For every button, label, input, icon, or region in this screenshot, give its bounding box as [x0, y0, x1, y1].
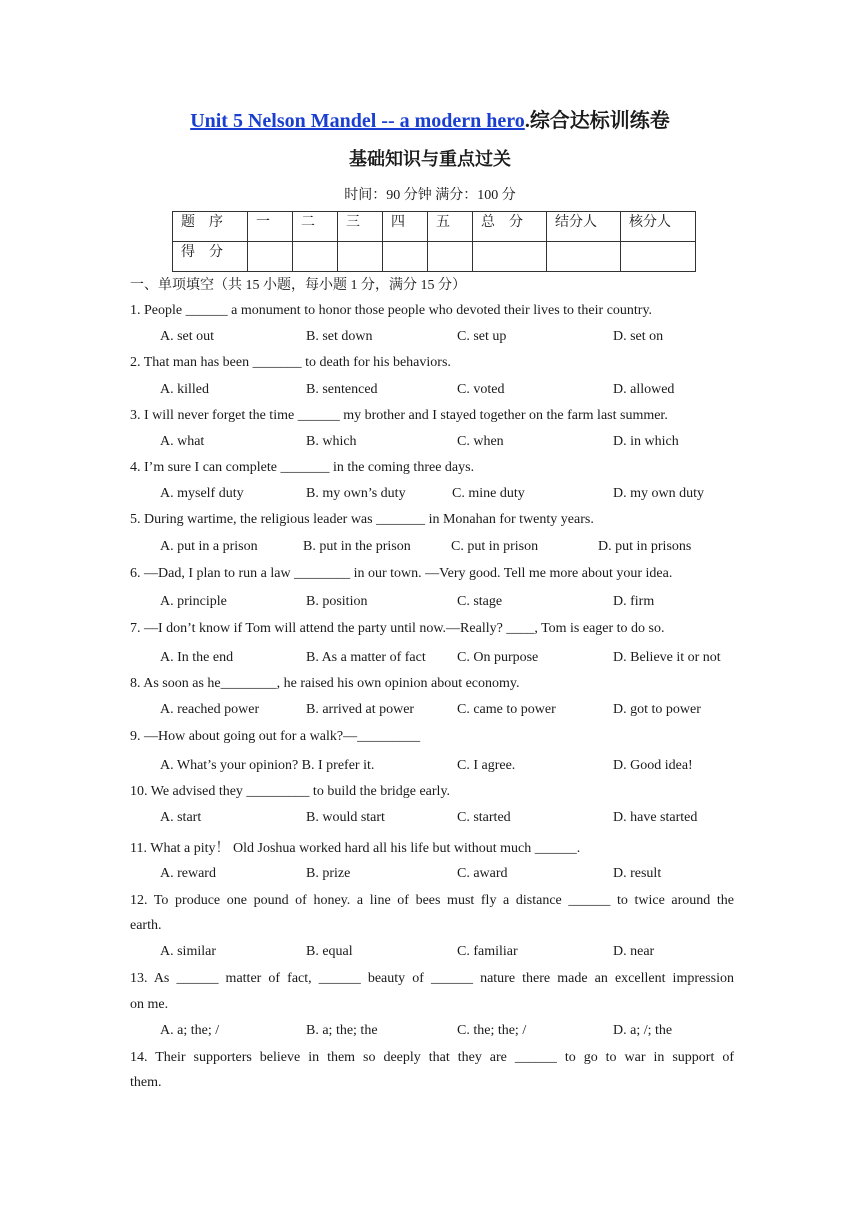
answer-option: C. mine duty [452, 486, 525, 501]
answer-option: D. firm [613, 594, 655, 609]
score-cell: 三 [338, 212, 383, 242]
score-cell [428, 242, 473, 272]
answer-option: C. familiar [457, 944, 518, 959]
score-cell [621, 242, 696, 272]
answer-option: C. came to power [457, 702, 556, 717]
score-cell [338, 242, 383, 272]
answer-option: D. Good idea! [613, 758, 693, 773]
answer-option: C. award [457, 866, 508, 881]
answer-option: A. set out [160, 329, 215, 344]
score-cell [473, 242, 547, 272]
answer-option: B. which [306, 434, 357, 449]
answer-option: D. near [613, 944, 655, 959]
answer-option: B. put in the prison [303, 539, 411, 554]
question-stem: 12. To produce one pound of honey. a line of bees must fly a distance ______ to twice around the [130, 893, 734, 908]
question-stem-continued: them. [130, 1075, 162, 1090]
answer-option: C. I agree. [457, 758, 516, 773]
answer-option: D. allowed [613, 382, 675, 397]
question-stem: 1. People ______ a monument to honor those people who devoted their lives to their country. [130, 303, 653, 318]
answer-option: A. similar [160, 944, 216, 959]
question-stem: 9. —How about going out for a walk?—_________ [130, 729, 421, 744]
question-stem: 7. —I don’t know if Tom will attend the party until now.—Really? ____, Tom is eager to do so. [130, 621, 665, 636]
score-table-value-row [173, 242, 696, 272]
question-stem: 6. —Dad, I plan to run a law ________ in our town. —Very good. Tell me more about your idea. [130, 566, 673, 581]
question-stem: 8. As soon as he________, he raised his own opinion about economy. [130, 676, 520, 691]
answer-option: C. set up [457, 329, 507, 344]
answer-option: A. a; the; / [160, 1023, 220, 1038]
answer-option: A. What’s your opinion? B. I prefer it. [160, 758, 375, 773]
score-table-header-row [173, 212, 696, 242]
answer-option: D. got to power [613, 702, 701, 717]
score-table [172, 211, 696, 272]
answer-option: B. prize [306, 866, 351, 881]
answer-option: D. set on [613, 329, 664, 344]
question-stem-continued: earth. [130, 918, 162, 933]
question-stem: 13. As ______ matter of fact, ______ beauty of ______ nature there made an excellent impression [130, 971, 734, 986]
answer-option: A. start [160, 810, 202, 825]
title-link[interactable]: Unit 5 Nelson Mandel -- a modern hero [190, 110, 525, 132]
question-stem: 3. I will never forget the time ______ my brother and I stayed together on the farm last summer. [130, 408, 668, 423]
answer-option: A. put in a prison [160, 539, 258, 554]
score-cell: 得 分 [173, 242, 248, 272]
score-cell [383, 242, 428, 272]
answer-option: A. myself duty [160, 486, 244, 501]
score-cell: 结分人 [547, 212, 621, 242]
answer-option: A. reward [160, 866, 216, 881]
score-cell [248, 242, 293, 272]
answer-option: B. position [306, 594, 368, 609]
answer-option: B. my own’s duty [306, 486, 406, 501]
answer-option: A. what [160, 434, 205, 449]
score-cell [293, 242, 338, 272]
answer-option: C. started [457, 810, 511, 825]
answer-option: D. a; /; the [613, 1023, 673, 1038]
score-cell: 四 [383, 212, 428, 242]
section-heading: 一、单项填空（共 15 小题，每小题 1 分，满分 15 分） [130, 278, 466, 293]
answer-option: D. my own duty [613, 486, 704, 501]
answer-option: B. a; the; the [306, 1023, 378, 1038]
answer-option: D. put in prisons [598, 539, 692, 554]
answer-option: B. arrived at power [306, 702, 415, 717]
question-stem: 14. Their supporters believe in them so deeply that they are ______ to go to war in support of [130, 1050, 734, 1065]
answer-option: C. voted [457, 382, 505, 397]
time-and-score-info: 时间：90 分钟 满分：100 分 [344, 188, 516, 203]
document-subtitle: 基础知识与重点过关 [349, 149, 511, 169]
answer-option: C. stage [457, 594, 503, 609]
answer-option: A. reached power [160, 702, 260, 717]
answer-option: B. would start [306, 810, 385, 825]
score-cell: 五 [428, 212, 473, 242]
answer-option: C. put in prison [451, 539, 539, 554]
answer-option: B. set down [306, 329, 373, 344]
answer-option: D. Believe it or not [613, 650, 721, 665]
score-cell: 一 [248, 212, 293, 242]
question-stem: 10. We advised they _________ to build the bridge early. [130, 784, 451, 799]
question-stem: 4. I’m sure I can complete _______ in the coming three days. [130, 460, 475, 475]
answer-option: B. sentenced [306, 382, 378, 397]
score-cell: 二 [293, 212, 338, 242]
document-title [0, 104, 860, 133]
answer-option: A. principle [160, 594, 227, 609]
score-cell: 核分人 [621, 212, 696, 242]
answer-option: C. On purpose [457, 650, 539, 665]
title-suffix: .综合达标训练卷 [524, 110, 670, 132]
answer-option: D. result [613, 866, 662, 881]
question-stem: 11. What a pity！ Old Joshua worked hard all his life but without much ______. [130, 841, 581, 856]
answer-option: C. when [457, 434, 504, 449]
answer-option: C. the; the; / [457, 1023, 527, 1038]
question-stem: 5. During wartime, the religious leader was _______ in Monahan for twenty years. [130, 512, 594, 527]
score-cell: 题 序 [173, 212, 248, 242]
answer-option: A. killed [160, 382, 209, 397]
question-stem: 2. That man has been _______ to death for his behaviors. [130, 355, 451, 370]
answer-option: A. In the end [160, 650, 234, 665]
answer-option: B. equal [306, 944, 353, 959]
question-stem-continued: on me. [130, 997, 169, 1012]
answer-option: D. have started [613, 810, 698, 825]
score-cell [547, 242, 621, 272]
answer-option: D. in which [613, 434, 679, 449]
answer-option: B. As a matter of fact [306, 650, 426, 665]
score-cell: 总 分 [473, 212, 547, 242]
